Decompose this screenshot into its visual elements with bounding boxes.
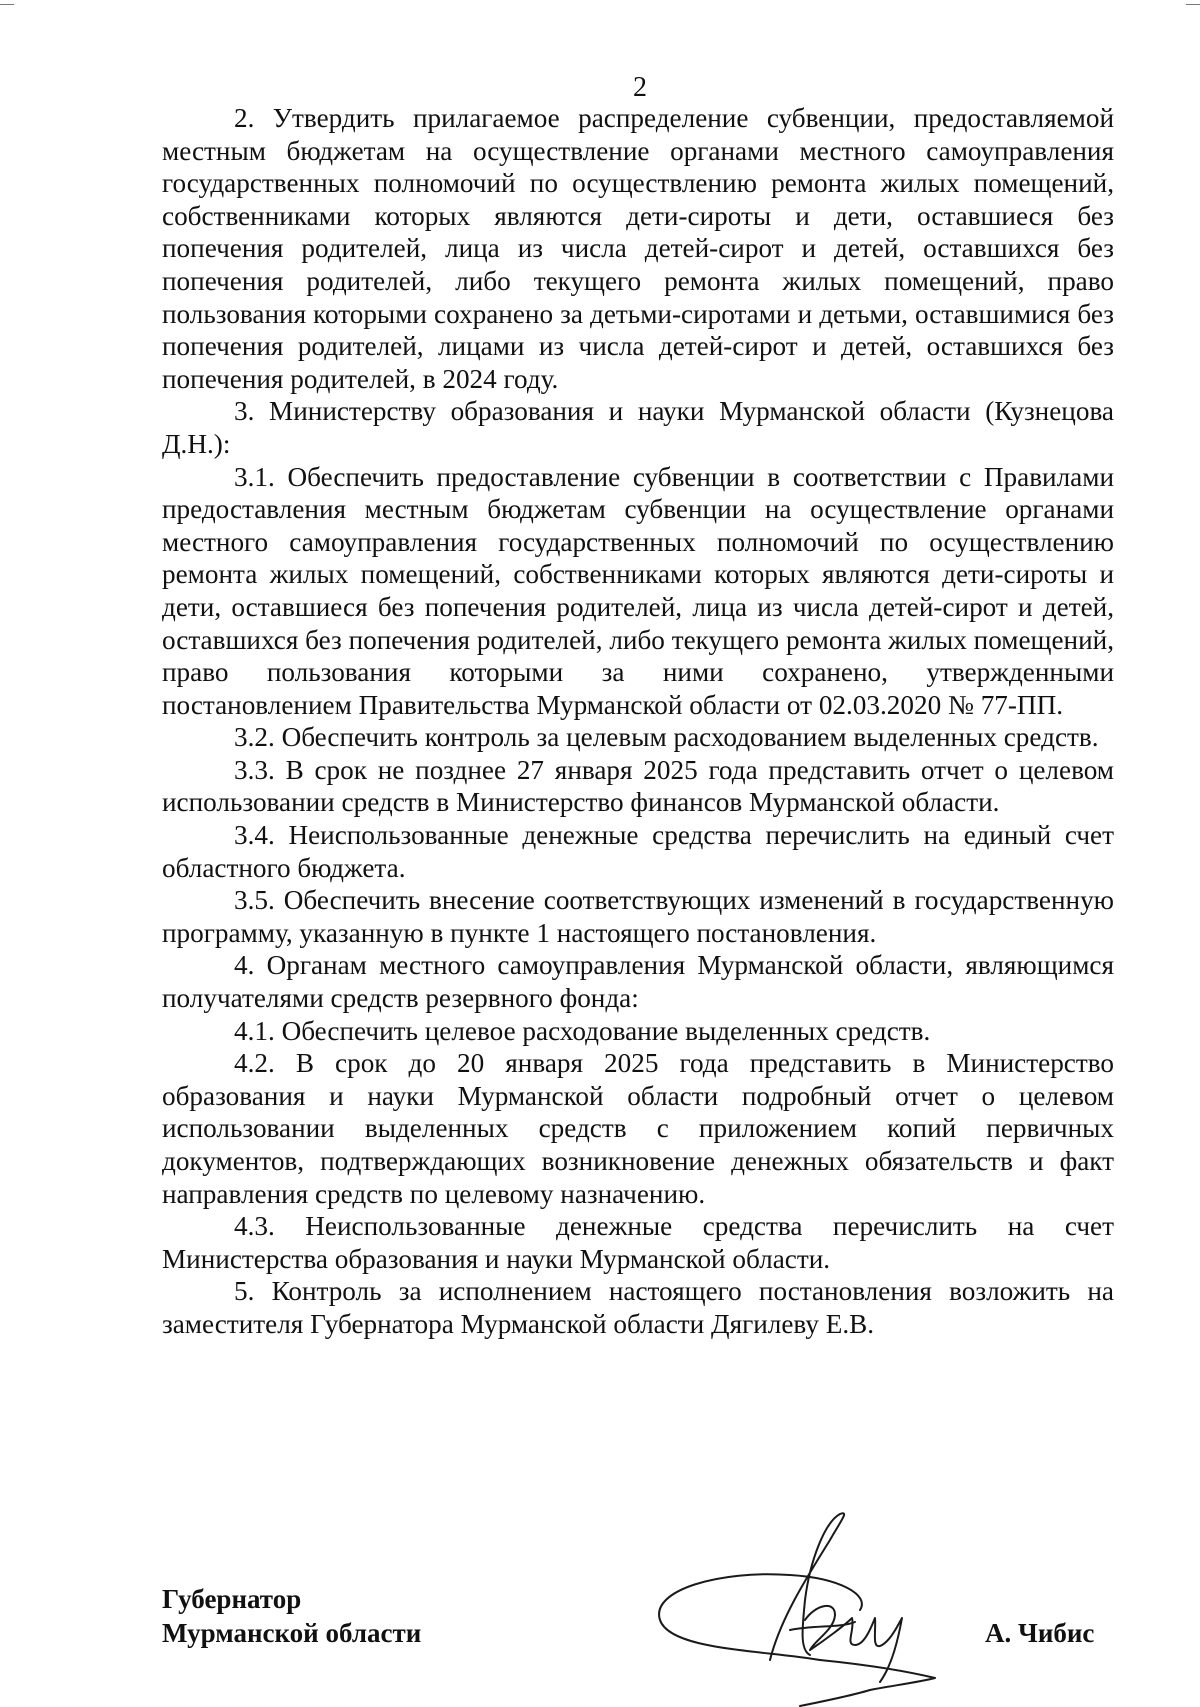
paragraph-3-4: 3.4. Неиспользованные денежные средства перечислить на единый счет областного бюджета. bbox=[162, 820, 1114, 883]
paragraph-4-1: 4.1. Обеспечить целевое расходование выделенных средств. bbox=[234, 1015, 931, 1046]
paragraph-3: 3. Министерству образования и науки Мурманской области (Кузнецова Д.Н.): bbox=[162, 396, 1114, 459]
handwritten-signature-icon bbox=[640, 1500, 980, 1707]
paragraph-3-1: 3.1. Обеспечить предоставление субвенции в соответствии с Правилами предоставления местным бюджетам субвенции на осуществление органами местного самоуправления государственных полномочий по осуществлению ремонта жилых помещений, собственниками которых являются дети-сироты и дети, оставшиеся без попечения родителей, лица из числа детей-сирот и детей, оставшихся без попечения родителей, либо текущего ремонта жилых помещений, право пользования которыми за ними сохранено, утвержденными постановлением Правительства Мурманской области от 02.03.2020 № 77-ПП. bbox=[162, 461, 1114, 720]
signatory-position bbox=[162, 1582, 421, 1650]
paragraph-3-3: 3.3. В срок не позднее 27 января 2025 года представить отчет о целевом использовании средств в Министерство финансов Мурманской области. bbox=[162, 754, 1114, 818]
paragraph-4-2: 4.2. В срок до 20 января 2025 года представить в Министерство образования и науки Мурманской области подробный отчет о целевом использовании выделенных средств с приложением копий первичных документов, подтверждающих возникновение денежных обязательств и факт направления средств по целевому назначению. bbox=[162, 1048, 1114, 1209]
paragraph-2: 2. Утвердить прилагаемое распределение субвенции, предоставляемой местным бюджетам на осуществление органами местного самоуправления государственных полномочий по осуществлению ремонта жилых помещений, собственниками которых являются дети-сироты и дети, оставшиеся без попечения родителей, лица из числа детей-сирот и детей, оставшихся без попечения родителей, либо текущего ремонта жилых помещений, право пользования которыми сохранено за детьми-сиротами и детьми, оставшимися без попечения родителей, лицами из числа детей-сирот и детей, оставшихся без попечения родителей, в 2024 году. bbox=[162, 103, 1114, 394]
position-line-1: Губернатор bbox=[162, 1584, 302, 1614]
paragraph-4: 4. Органам местного самоуправления Мурманской области, являющимся получателями средств резервного фонда: bbox=[162, 950, 1114, 1014]
signer-name: А. Чибис bbox=[985, 1618, 1095, 1648]
scan-edge-mark-right bbox=[1186, 4, 1200, 5]
paragraph-3-2: 3.2. Обеспечить контроль за целевым расходованием выделенных средств. bbox=[234, 722, 1099, 753]
paragraph-3-5: 3.5. Обеспечить внесение соответствующих изменений в государственную программу, указанную в пункте 1 настоящего постановления. bbox=[162, 885, 1114, 948]
document-body bbox=[162, 102, 1114, 1341]
page-number: 2 bbox=[633, 72, 647, 103]
position-line-2: Мурманской области bbox=[162, 1618, 422, 1648]
scan-edge-mark-left bbox=[0, 4, 14, 5]
paragraph-5: 5. Контроль за исполнением настоящего постановления возложить на заместителя Губернатора Мурманской области Дягилеву Е.В. bbox=[162, 1276, 1114, 1339]
paragraph-4-3: 4.3. Неиспользованные денежные средства перечислить на счет Министерства образования и науки Мурманской области. bbox=[162, 1211, 1114, 1274]
